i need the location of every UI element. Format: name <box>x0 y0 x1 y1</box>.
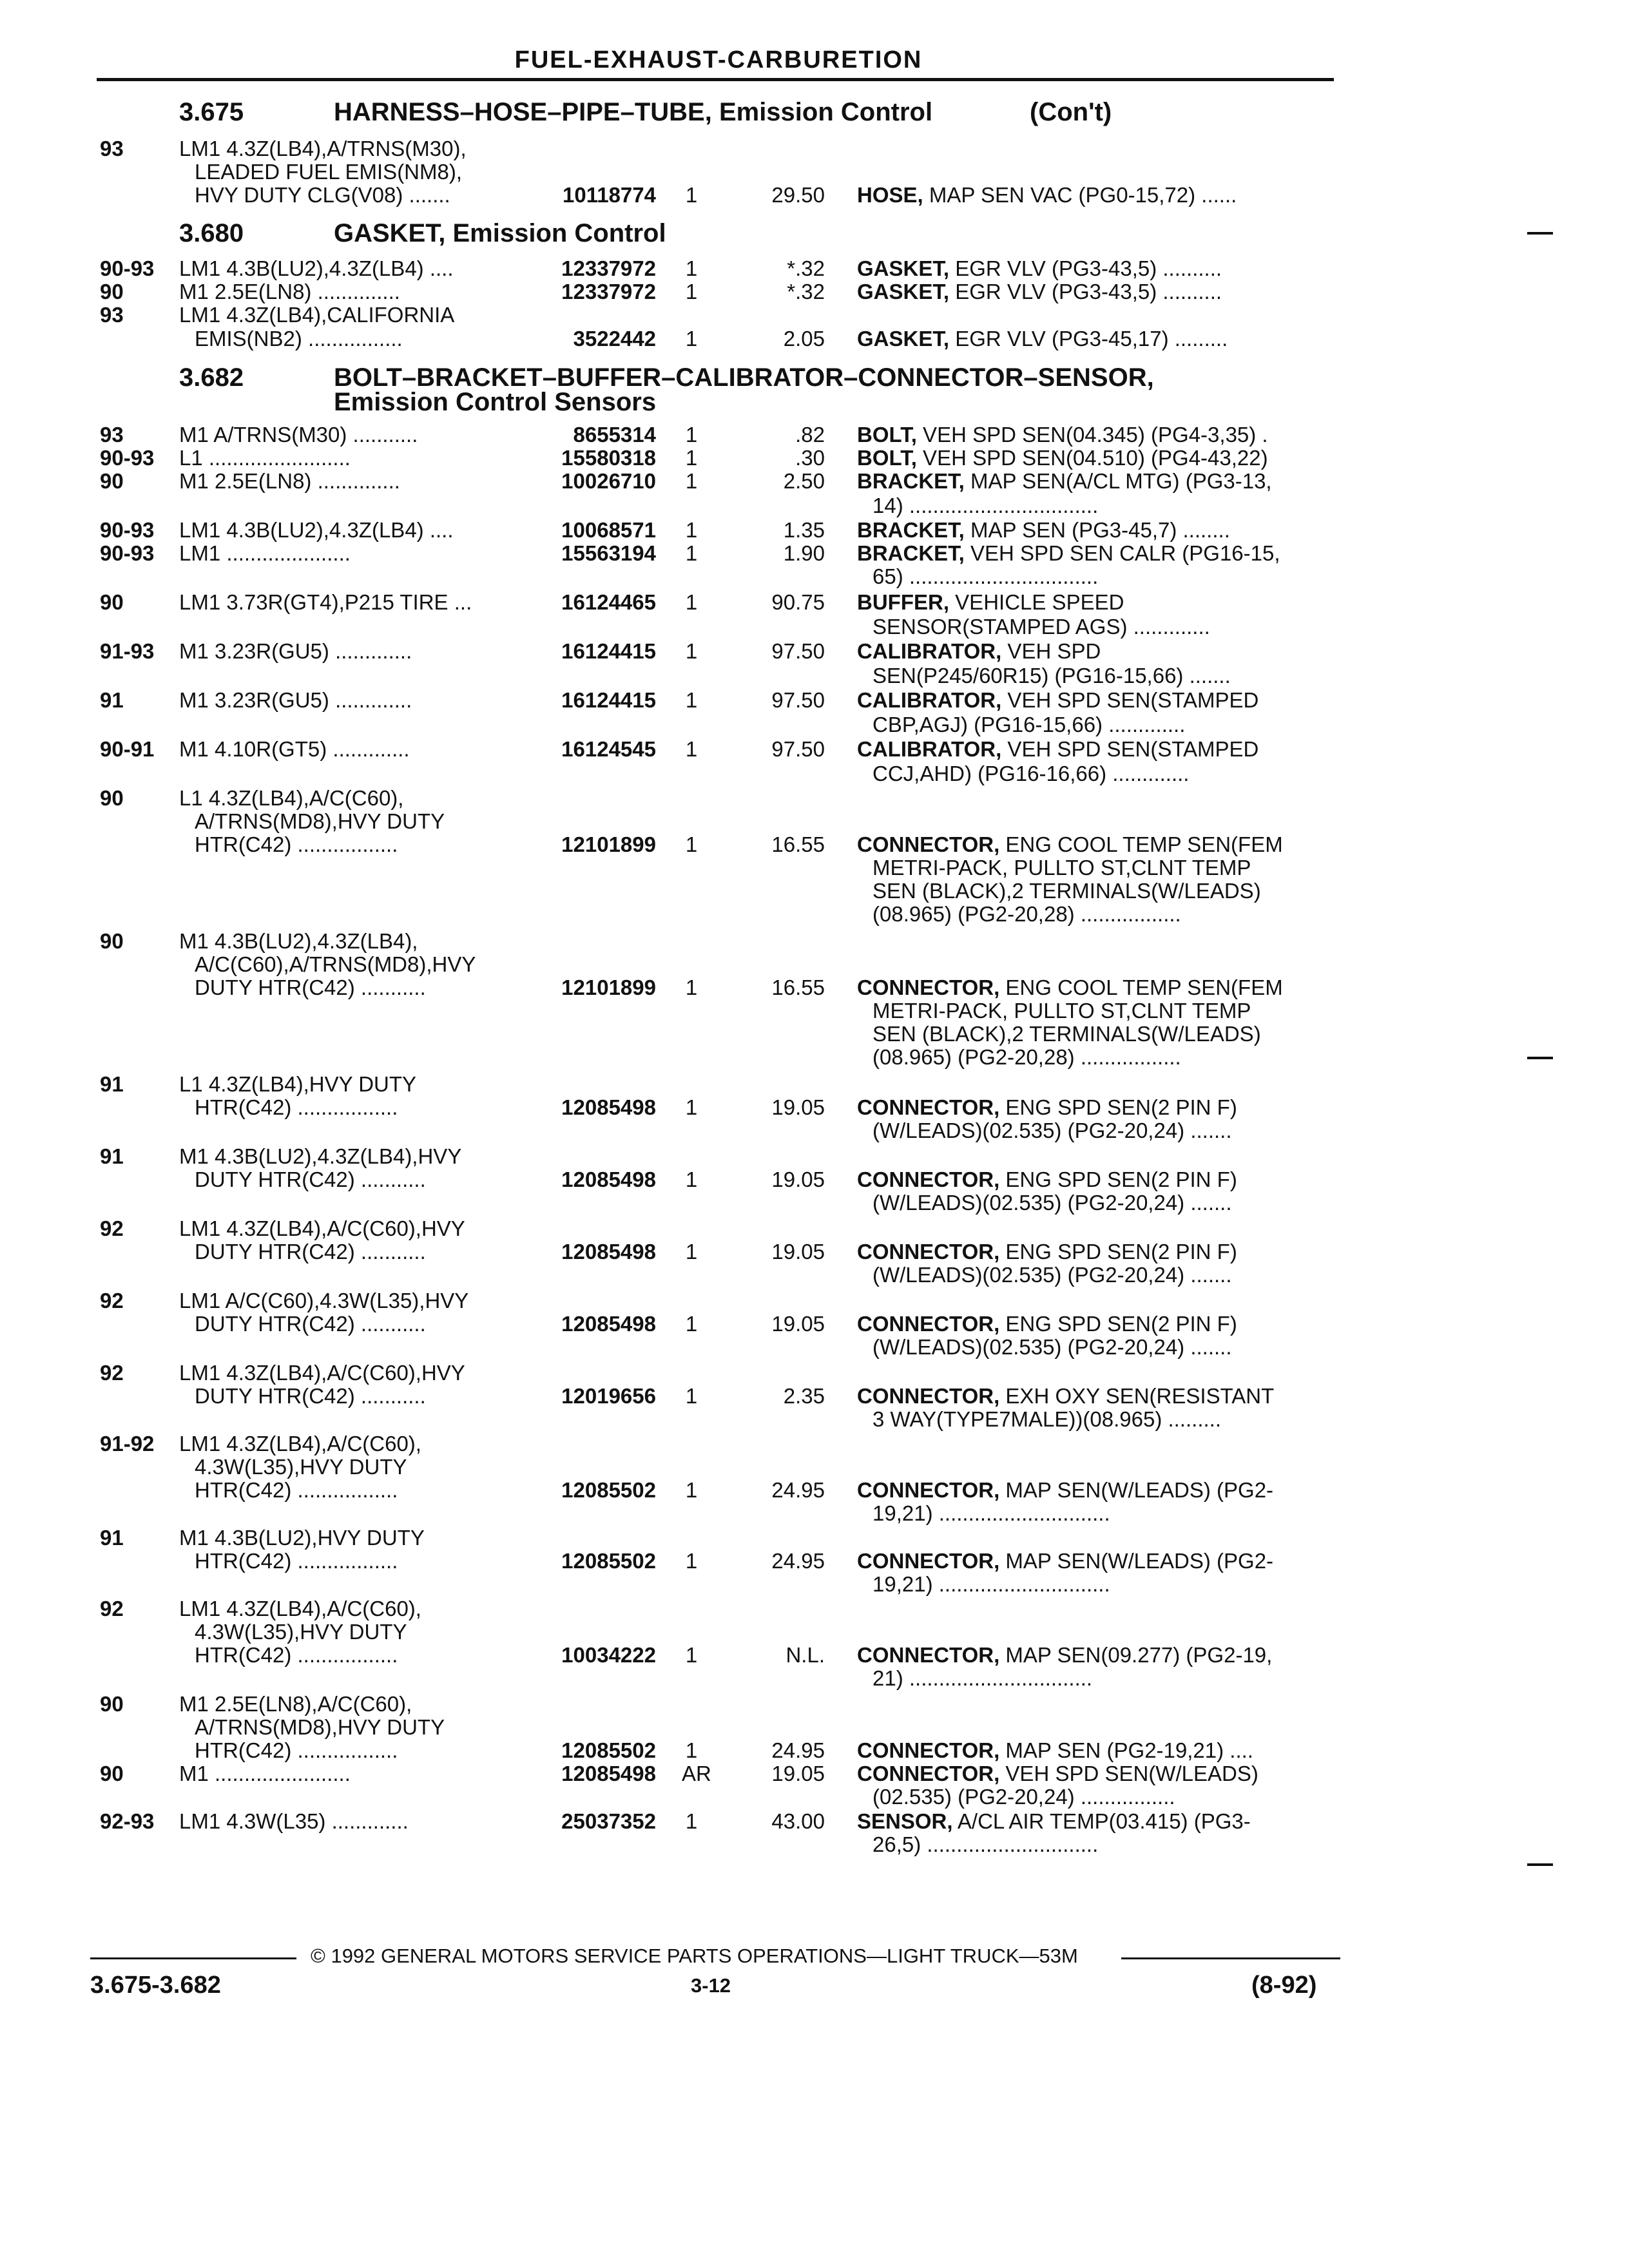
section-title: BOLT–BRACKET–BUFFER–CALIBRATOR–CONNECTOR–SENSOR, <box>334 363 1154 392</box>
row-year: 90-93 <box>100 446 155 470</box>
quantity: 1 <box>685 1168 698 1191</box>
row-application: LM1 4.3B(LU2),4.3Z(LB4) .... <box>179 518 454 542</box>
description-text: VEH SPD SEN(04.345) (PG4-3,35) . <box>916 423 1268 447</box>
quantity: 1 <box>685 1478 698 1502</box>
quantity: 1 <box>685 423 698 447</box>
row-application: HTR(C42) ................. <box>195 1738 398 1762</box>
page-title: FUEL-EXHAUST-CARBURETION <box>514 46 923 73</box>
description-part: BRACKET, <box>857 469 965 493</box>
part-number: 10026710 <box>561 469 656 493</box>
description-part: CONNECTOR, <box>857 975 1000 999</box>
description-continued: (W/LEADS)(02.535) (PG2-20,24) ....... <box>872 1119 1232 1142</box>
row-application: M1 ....................... <box>179 1762 351 1785</box>
quantity: 1 <box>685 1549 698 1573</box>
margin-mark <box>1527 232 1553 235</box>
description <box>857 327 1228 351</box>
description-continued: 3 WAY(TYPE7MALE))(08.965) ......... <box>872 1407 1221 1431</box>
row-application: EMIS(NB2) ................ <box>195 327 403 351</box>
description-text: ENG SPD SEN(2 PIN F) <box>999 1312 1237 1336</box>
description-continued: 14) ................................ <box>872 494 1099 517</box>
description-continued: (W/LEADS)(02.535) (PG2-20,24) ....... <box>872 1263 1232 1287</box>
description-continued: SENSOR(STAMPED AGS) ............. <box>872 615 1210 639</box>
part-number: 15563194 <box>561 541 656 565</box>
description <box>857 639 1101 664</box>
description-part: GASKET, <box>857 327 950 351</box>
description-part: CONNECTOR, <box>857 1738 1000 1762</box>
row-year: 92 <box>100 1361 124 1385</box>
quantity: 1 <box>685 256 698 280</box>
part-number: 3522442 <box>573 327 656 351</box>
price: 1.90 <box>783 541 825 565</box>
quantity: 1 <box>685 832 698 856</box>
description-text: MAP SEN (PG3-45,7) ........ <box>964 518 1230 542</box>
margin-mark <box>1527 1057 1553 1059</box>
row-application: LM1 3.73R(GT4),P215 TIRE ... <box>179 590 472 614</box>
section-continued: (Con't) <box>1030 98 1112 126</box>
part-number: 12085498 <box>561 1168 656 1191</box>
description <box>857 469 1272 494</box>
description-text: VEH SPD SEN(STAMPED <box>1001 737 1259 761</box>
description-continued: METRI-PACK, PULLTO ST,CLNT TEMP <box>872 999 1251 1023</box>
price: 2.05 <box>783 327 825 351</box>
part-number: 12019656 <box>561 1384 656 1408</box>
row-application: A/TRNS(MD8),HVY DUTY <box>195 809 445 833</box>
row-year: 93 <box>100 303 124 327</box>
price: 16.55 <box>771 832 825 856</box>
price: 43.00 <box>771 1809 825 1833</box>
row-application: LM1 4.3Z(LB4),A/C(C60),HVY <box>179 1216 465 1240</box>
description <box>857 280 1222 304</box>
description-continued: 19,21) ............................. <box>872 1501 1110 1525</box>
row-application: M1 2.5E(LN8) .............. <box>179 280 400 303</box>
row-application: HTR(C42) ................. <box>195 1643 398 1667</box>
price: 24.95 <box>771 1549 825 1573</box>
quantity: 1 <box>685 639 698 663</box>
price: 90.75 <box>771 590 825 614</box>
row-application: M1 3.23R(GU5) ............. <box>179 639 412 663</box>
section-number: 3.675 <box>179 98 244 126</box>
row-application: LM1 4.3B(LU2),4.3Z(LB4) .... <box>179 256 454 280</box>
part-number: 16124415 <box>561 688 656 712</box>
description-continued: SEN(P245/60R15) (PG16-15,66) ....... <box>872 664 1231 687</box>
part-number: 15580318 <box>561 446 656 470</box>
title-rule <box>97 78 1334 81</box>
row-application: DUTY HTR(C42) ........... <box>195 975 426 999</box>
row-application: LM1 4.3Z(LB4),A/C(C60),HVY <box>179 1361 465 1385</box>
description-part: CONNECTOR, <box>857 832 1000 856</box>
description <box>857 1384 1274 1408</box>
part-number: 12337972 <box>561 280 656 303</box>
section-title: HARNESS–HOSE–PIPE–TUBE, Emission Control <box>334 98 933 126</box>
part-number: 12085498 <box>561 1762 656 1785</box>
description-continued: (W/LEADS)(02.535) (PG2-20,24) ....... <box>872 1191 1232 1215</box>
description <box>857 590 1124 615</box>
part-number: 10034222 <box>561 1643 656 1667</box>
row-application: L1 4.3Z(LB4),A/C(C60), <box>179 786 404 810</box>
description <box>857 1738 1253 1763</box>
row-application: DUTY HTR(C42) ........... <box>195 1384 426 1408</box>
description-text: VEH SPD SEN(W/LEADS) <box>999 1762 1258 1785</box>
price: 97.50 <box>771 639 825 663</box>
description-text: MAP SEN VAC (PG0-15,72) ...... <box>923 183 1237 207</box>
quantity: 1 <box>685 446 698 470</box>
footer-rule-left <box>90 1957 296 1959</box>
row-year: 90-91 <box>100 737 155 761</box>
price: 19.05 <box>771 1168 825 1191</box>
row-application: A/TRNS(MD8),HVY DUTY <box>195 1715 445 1739</box>
description-text: A/CL AIR TEMP(03.415) (PG3- <box>952 1809 1251 1833</box>
description-continued: (08.965) (PG2-20,28) ................. <box>872 902 1181 926</box>
row-year: 91-92 <box>100 1432 155 1456</box>
row-application: HVY DUTY CLG(V08) ....... <box>195 183 450 207</box>
price: 16.55 <box>771 975 825 999</box>
row-application: M1 4.3B(LU2),HVY DUTY <box>179 1526 425 1550</box>
section-number: 3.680 <box>179 219 244 247</box>
description-part: CONNECTOR, <box>857 1478 1000 1502</box>
description <box>857 1478 1273 1503</box>
row-application: M1 3.23R(GU5) ............. <box>179 688 412 712</box>
description-continued: CBP,AGJ) (PG16-15,66) ............. <box>872 713 1186 736</box>
row-application: M1 2.5E(LN8),A/C(C60), <box>179 1692 412 1716</box>
footer-section-range: 3.675-3.682 <box>90 1972 221 1999</box>
row-application: LM1 4.3W(L35) ............. <box>179 1809 409 1833</box>
part-number: 12337972 <box>561 256 656 280</box>
description-text: MAP SEN(W/LEADS) (PG2- <box>999 1549 1274 1573</box>
quantity: 1 <box>685 327 698 351</box>
footer-date: (8-92) <box>1251 1972 1317 1999</box>
description-part: CALIBRATOR, <box>857 639 1002 663</box>
part-number: 12101899 <box>561 832 656 856</box>
description-continued: SEN (BLACK),2 TERMINALS(W/LEADS) <box>872 1022 1261 1046</box>
description-text: VEH SPD SEN(STAMPED <box>1001 688 1259 712</box>
part-number: 10068571 <box>561 518 656 542</box>
row-year: 92 <box>100 1597 124 1620</box>
row-year: 91 <box>100 1526 124 1550</box>
description-part: GASKET, <box>857 256 950 280</box>
row-year: 91 <box>100 1144 124 1168</box>
description-continued: METRI-PACK, PULLTO ST,CLNT TEMP <box>872 856 1251 879</box>
quantity: 1 <box>685 541 698 565</box>
description-part: GASKET, <box>857 280 950 303</box>
row-application: HTR(C42) ................. <box>195 1095 398 1119</box>
row-year: 90 <box>100 1762 124 1785</box>
row-application: M1 A/TRNS(M30) ........... <box>179 423 418 447</box>
description-part: CALIBRATOR, <box>857 737 1002 761</box>
price: 1.35 <box>783 518 825 542</box>
row-application: 4.3W(L35),HVY DUTY <box>195 1620 407 1644</box>
description-continued: 65) ................................ <box>872 564 1099 588</box>
description <box>857 1240 1237 1264</box>
part-number: 16124545 <box>561 737 656 761</box>
part-number: 12085498 <box>561 1312 656 1336</box>
description <box>857 518 1230 543</box>
description-text: VEH SPD SEN(04.510) (PG4-43,22) <box>916 446 1268 470</box>
description <box>857 1643 1272 1667</box>
footer-page-number: 3-12 <box>691 1974 731 1997</box>
row-year: 93 <box>100 137 124 160</box>
part-number: 12085498 <box>561 1240 656 1264</box>
row-year: 92 <box>100 1216 124 1240</box>
description <box>857 1809 1251 1834</box>
price: 24.95 <box>771 1478 825 1502</box>
row-year: 90-93 <box>100 256 155 280</box>
description <box>857 832 1283 857</box>
footer-rule-right <box>1121 1957 1340 1959</box>
quantity: 1 <box>685 688 698 712</box>
row-application: LM1 4.3Z(LB4),A/TRNS(M30), <box>179 137 467 160</box>
quantity: 1 <box>685 737 698 761</box>
description-part: CONNECTOR, <box>857 1312 1000 1336</box>
price: 2.35 <box>783 1384 825 1408</box>
row-application: HTR(C42) ................. <box>195 1549 398 1573</box>
description-part: BOLT, <box>857 446 917 470</box>
price: 19.05 <box>771 1312 825 1336</box>
description <box>857 1095 1237 1120</box>
row-application: M1 4.3B(LU2),4.3Z(LB4), <box>179 929 418 953</box>
part-number: 16124415 <box>561 639 656 663</box>
description-text: EGR VLV (PG3-43,5) .......... <box>949 256 1222 280</box>
description <box>857 737 1258 762</box>
part-number: 12085498 <box>561 1095 656 1119</box>
description-text: EGR VLV (PG3-45,17) ......... <box>949 327 1228 351</box>
description-continued: SEN (BLACK),2 TERMINALS(W/LEADS) <box>872 879 1261 903</box>
description-continued: (08.965) (PG2-20,28) ................. <box>872 1045 1181 1069</box>
row-application: DUTY HTR(C42) ........... <box>195 1168 426 1191</box>
part-number: 25037352 <box>561 1809 656 1833</box>
description-text: MAP SEN(A/CL MTG) (PG3-13, <box>964 469 1272 493</box>
description-part: CALIBRATOR, <box>857 688 1002 712</box>
description-part: CONNECTOR, <box>857 1095 1000 1119</box>
description-text: MAP SEN(09.277) (PG2-19, <box>999 1643 1273 1667</box>
price: *.32 <box>787 280 825 303</box>
price: 29.50 <box>771 183 825 207</box>
row-year: 90 <box>100 280 124 303</box>
description-continued: 26,5) ............................. <box>872 1832 1099 1856</box>
description-text: VEH SPD SEN CALR (PG16-15, <box>964 541 1280 565</box>
price: 24.95 <box>771 1738 825 1762</box>
description-text: ENG COOL TEMP SEN(FEM <box>999 832 1283 856</box>
margin-mark <box>1527 1863 1553 1866</box>
description <box>857 446 1268 470</box>
part-number: 12085502 <box>561 1549 656 1573</box>
row-year: 92-93 <box>100 1809 155 1833</box>
part-number: 16124465 <box>561 590 656 614</box>
row-application: L1 4.3Z(LB4),HVY DUTY <box>179 1072 417 1096</box>
description-part: BRACKET, <box>857 518 965 542</box>
part-number: 8655314 <box>573 423 656 447</box>
quantity: 1 <box>685 183 698 207</box>
quantity: AR <box>682 1762 711 1785</box>
row-application: HTR(C42) ................. <box>195 832 398 856</box>
quantity: 1 <box>685 1738 698 1762</box>
description-part: CONNECTOR, <box>857 1168 1000 1191</box>
description <box>857 183 1237 207</box>
row-year: 90 <box>100 590 124 614</box>
description-text: MAP SEN (PG2-19,21) .... <box>999 1738 1253 1762</box>
description-continued: (W/LEADS)(02.535) (PG2-20,24) ....... <box>872 1335 1232 1359</box>
footer-copyright: © 1992 GENERAL MOTORS SERVICE PARTS OPERATIONS—LIGHT TRUCK—53M <box>311 1945 1078 1967</box>
quantity: 1 <box>685 469 698 493</box>
row-year: 91-93 <box>100 639 155 663</box>
price: 19.05 <box>771 1095 825 1119</box>
row-application: LEADED FUEL EMIS(NM8), <box>195 160 463 184</box>
part-number: 12085502 <box>561 1478 656 1502</box>
description-part: HOSE, <box>857 183 923 207</box>
description-continued: 19,21) ............................. <box>872 1572 1110 1596</box>
row-year: 90 <box>100 929 124 953</box>
row-year: 90-93 <box>100 541 155 565</box>
description-part: CONNECTOR, <box>857 1549 1000 1573</box>
section-title: GASKET, Emission Control <box>334 219 666 247</box>
description <box>857 256 1222 281</box>
price: 97.50 <box>771 688 825 712</box>
row-application: LM1 A/C(C60),4.3W(L35),HVY <box>179 1289 469 1312</box>
quantity: 1 <box>685 590 698 614</box>
description-part: CONNECTOR, <box>857 1384 1000 1408</box>
description-part: CONNECTOR, <box>857 1643 1000 1667</box>
description <box>857 1168 1237 1192</box>
row-application: LM1 4.3Z(LB4),A/C(C60), <box>179 1597 421 1620</box>
quantity: 1 <box>685 1643 698 1667</box>
description-part: BUFFER, <box>857 590 949 614</box>
row-application: LM1 ..................... <box>179 541 351 565</box>
description-part: CONNECTOR, <box>857 1240 1000 1264</box>
description-part: BRACKET, <box>857 541 965 565</box>
description-text: ENG SPD SEN(2 PIN F) <box>999 1240 1237 1264</box>
price: 97.50 <box>771 737 825 761</box>
row-year: 91 <box>100 688 124 712</box>
quantity: 1 <box>685 975 698 999</box>
price: N.L. <box>786 1643 825 1667</box>
description <box>857 688 1258 713</box>
row-year: 93 <box>100 423 124 447</box>
row-year: 91 <box>100 1072 124 1096</box>
row-application: DUTY HTR(C42) ........... <box>195 1312 426 1336</box>
section-number: 3.682 <box>179 363 244 392</box>
section-subtitle: Emission Control Sensors <box>334 388 657 416</box>
description-text: EGR VLV (PG3-43,5) .......... <box>949 280 1222 303</box>
price: 2.50 <box>783 469 825 493</box>
row-year: 90 <box>100 1692 124 1716</box>
description-text: VEH SPD <box>1001 639 1101 663</box>
quantity: 1 <box>685 518 698 542</box>
price: *.32 <box>787 256 825 280</box>
row-application: L1 ........................ <box>179 446 351 470</box>
description-part: BOLT, <box>857 423 917 447</box>
description-part: SENSOR, <box>857 1809 953 1833</box>
description <box>857 1762 1258 1786</box>
row-application: HTR(C42) ................. <box>195 1478 398 1502</box>
row-year: 90 <box>100 786 124 810</box>
part-number: 10118774 <box>562 183 656 207</box>
row-application: M1 4.10R(GT5) ............. <box>179 737 410 761</box>
description <box>857 541 1280 566</box>
quantity: 1 <box>685 1240 698 1264</box>
description-text: ENG SPD SEN(2 PIN F) <box>999 1168 1237 1191</box>
price: 19.05 <box>771 1762 825 1785</box>
row-application: 4.3W(L35),HVY DUTY <box>195 1455 407 1479</box>
description-continued: CCJ,AHD) (PG16-16,66) ............. <box>872 762 1190 785</box>
description <box>857 1549 1273 1573</box>
description <box>857 975 1283 1000</box>
quantity: 1 <box>685 1809 698 1833</box>
price: .82 <box>795 423 825 447</box>
description-text: VEHICLE SPEED <box>949 590 1124 614</box>
description <box>857 1312 1237 1336</box>
row-application: LM1 4.3Z(LB4),A/C(C60), <box>179 1432 421 1456</box>
quantity: 1 <box>685 1312 698 1336</box>
quantity: 1 <box>685 1095 698 1119</box>
row-year: 90 <box>100 469 124 493</box>
row-year: 90-93 <box>100 518 155 542</box>
description-part: CONNECTOR, <box>857 1762 1000 1785</box>
description-text: MAP SEN(W/LEADS) (PG2- <box>999 1478 1274 1502</box>
quantity: 1 <box>685 280 698 303</box>
description-text: ENG COOL TEMP SEN(FEM <box>999 975 1283 999</box>
description-continued: (02.535) (PG2-20,24) ................ <box>872 1785 1175 1809</box>
description-text: ENG SPD SEN(2 PIN F) <box>999 1095 1237 1119</box>
row-application: LM1 4.3Z(LB4),CALIFORNIA <box>179 303 455 327</box>
part-number: 12101899 <box>561 975 656 999</box>
part-number: 12085502 <box>561 1738 656 1762</box>
row-application: DUTY HTR(C42) ........... <box>195 1240 426 1264</box>
row-application: M1 2.5E(LN8) .............. <box>179 469 400 493</box>
price: 19.05 <box>771 1240 825 1264</box>
price: .30 <box>795 446 825 470</box>
description-text: EXH OXY SEN(RESISTANT <box>999 1384 1275 1408</box>
row-year: 92 <box>100 1289 124 1312</box>
row-application: M1 4.3B(LU2),4.3Z(LB4),HVY <box>179 1144 462 1168</box>
description <box>857 423 1268 447</box>
quantity: 1 <box>685 1384 698 1408</box>
description-continued: 21) ............................... <box>872 1666 1093 1690</box>
row-application: A/C(C60),A/TRNS(MD8),HVY <box>195 952 476 976</box>
